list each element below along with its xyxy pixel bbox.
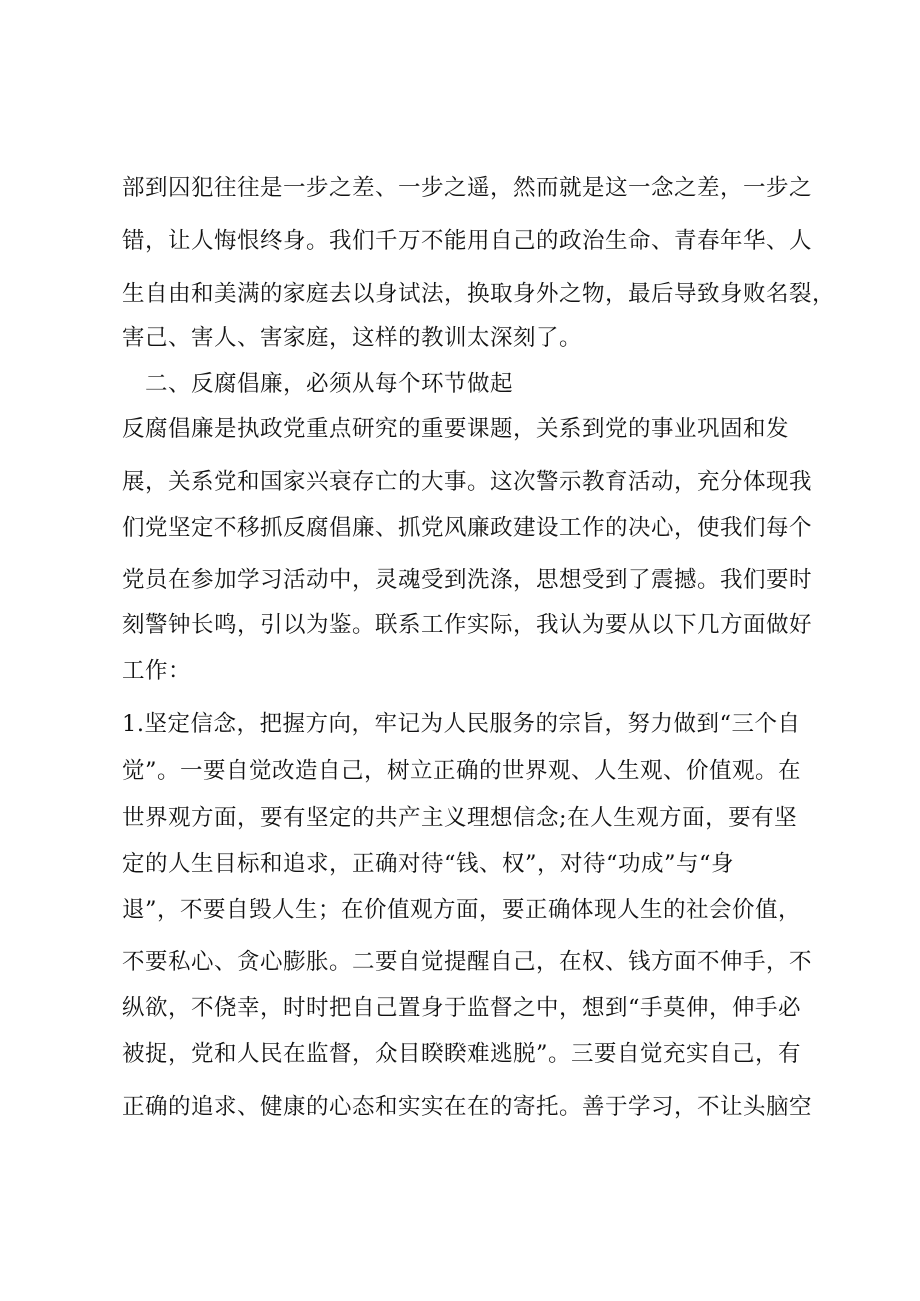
text-line: 害己、害人、害家庭，这样的教训太深刻了。 bbox=[122, 325, 583, 351]
text-line: 反腐倡廉是执政党重点研究的重要课题，关系到党的事业巩固和发 bbox=[122, 416, 790, 442]
text-line: 们党坚定不移抓反腐倡廉、抓党风廉政建设工作的决心，使我们每个 bbox=[122, 515, 813, 541]
text-line: 被捉，党和人民在监督，众目睽睽难逃脱”。三要自觉充实自己，有 bbox=[122, 1041, 802, 1067]
section-heading: 二、反腐倡廉，必须从每个环节做起 bbox=[145, 371, 514, 397]
text-line: 不要私心、贪心膨胀。二要自觉提醒自己，在权、钱方面不伸手，不 bbox=[122, 949, 813, 975]
text-line: 刻警钟长鸣，引以为鉴。联系工作实际，我认为要从以下几方面做好 bbox=[122, 612, 813, 638]
text-line: 退”，不要自毁人生；在价值观方面，要正确体现人生的社会价值， bbox=[122, 897, 802, 923]
text-line: 1.坚定信念，把握方向，牢记为人民服务的宗旨，努力做到“三个自 bbox=[122, 711, 801, 737]
text-line: 党员在参加学习活动中，灵魂受到洗涤，思想受到了震撼。我们要时 bbox=[122, 567, 813, 593]
text-line: 展，关系党和国家兴衰存亡的大事。这次警示教育活动，充分体现我 bbox=[122, 469, 813, 495]
text-line: 工作： bbox=[122, 658, 192, 684]
text-line: 世界观方面，要有坚定的共产主义理想信念;在人生观方面，要有坚 bbox=[122, 805, 798, 831]
text-line: 觉”。一要自觉改造自己，树立正确的世界观、人生观、价值观。在 bbox=[122, 758, 802, 784]
text-line: 定的人生目标和追求，正确对待“钱、权”，对待“功成”与“身 bbox=[122, 851, 735, 877]
text-line: 错，让人悔恨终身。我们千万不能用自己的政治生命、青春年华、人 bbox=[122, 228, 813, 254]
text-line: 生自由和美满的家庭去以身试法，换取身外之物，最后导致身败名裂， bbox=[122, 281, 836, 307]
text-line: 纵欲，不侥幸，时时把自己置身于监督之中，想到“手莫伸，伸手必 bbox=[122, 995, 802, 1021]
text-line: 正确的追求、健康的心态和实实在在的寄托。善于学习，不让头脑空 bbox=[122, 1094, 813, 1120]
text-line: 部到囚犯往往是一步之差、一步之遥，然而就是这一念之差，一步之 bbox=[122, 175, 813, 201]
